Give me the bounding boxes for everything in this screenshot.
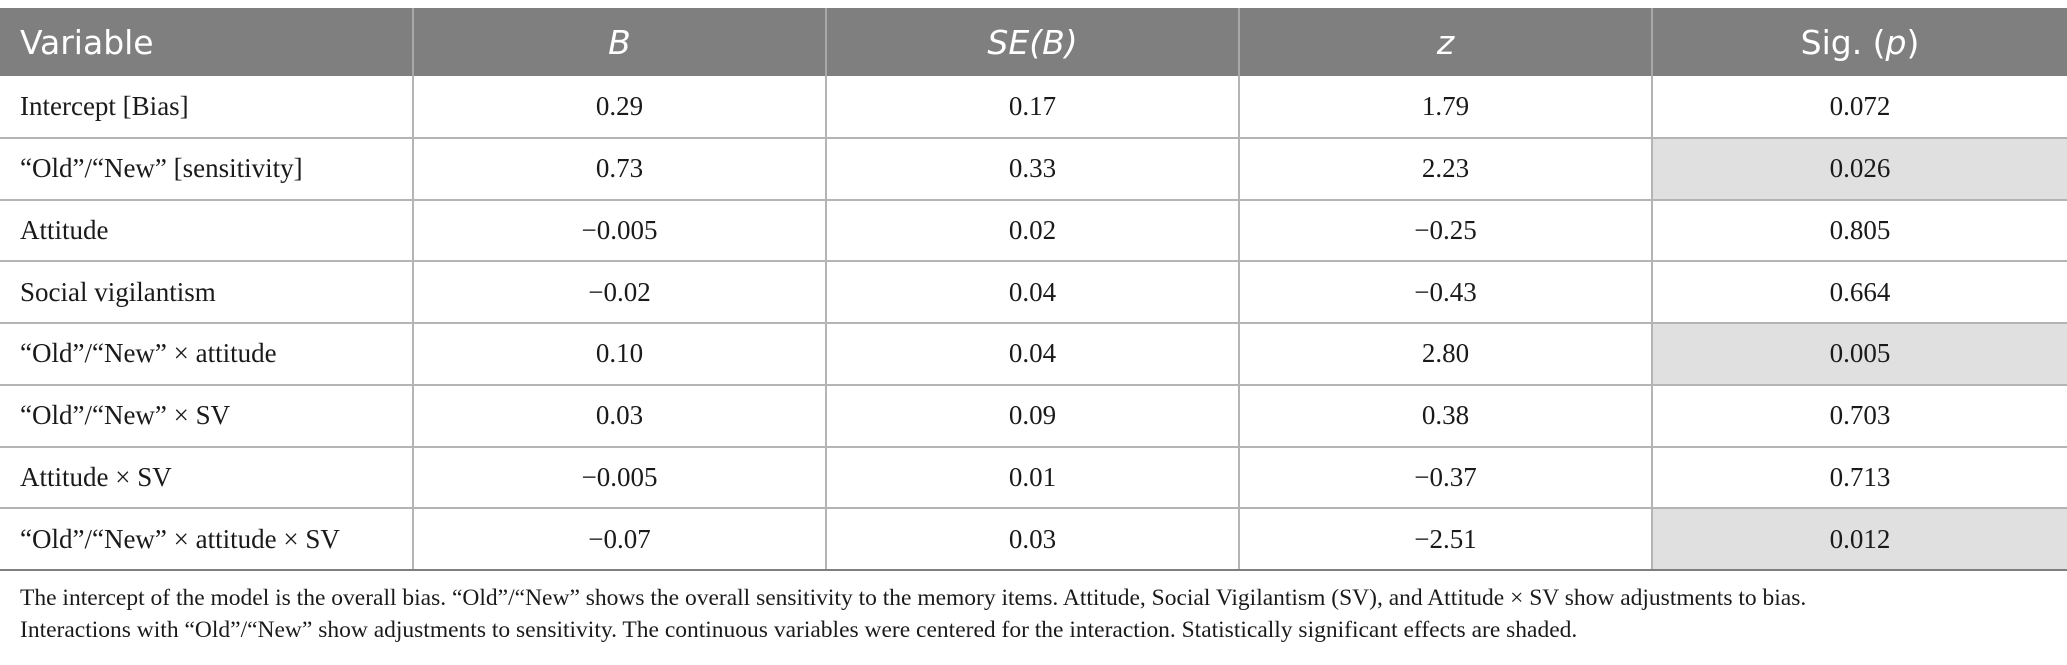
- header-b: [413, 8, 826, 76]
- header-variable: Variable: [0, 8, 413, 76]
- table-row: [0, 76, 2067, 138]
- header-row: [0, 8, 2067, 76]
- cell-b: 0.03: [413, 385, 826, 447]
- cell-variable: Attitude × SV: [0, 447, 413, 509]
- footnote-line-2: Interactions with “Old”/“New” show adjustments to sensitivity. The continuous variables were centered for the interaction. Statistically significant effects are shaded.: [20, 617, 1578, 643]
- cell-p: 0.703: [1652, 385, 2067, 447]
- cell-b: 0.10: [413, 323, 826, 385]
- table-row: [0, 508, 2067, 570]
- cell-b: 0.29: [413, 76, 826, 138]
- header-sig-p: p: [1885, 22, 1907, 62]
- cell-z: −0.25: [1239, 200, 1652, 262]
- header-z: [1239, 8, 1652, 76]
- header-sig-prefix: Sig. (: [1800, 22, 1886, 62]
- cell-se: 0.03: [826, 508, 1239, 570]
- cell-p: 0.664: [1652, 261, 2067, 323]
- cell-se: 0.04: [826, 261, 1239, 323]
- cell-z: −0.43: [1239, 261, 1652, 323]
- table-row: [0, 138, 2067, 200]
- table-body: [0, 76, 2067, 570]
- cell-se: 0.04: [826, 323, 1239, 385]
- cell-z: −2.51: [1239, 508, 1652, 570]
- cell-p: 0.026: [1652, 138, 2067, 200]
- cell-se: 0.17: [826, 76, 1239, 138]
- cell-z: 0.38: [1239, 385, 1652, 447]
- header-sig: [1652, 8, 2067, 76]
- cell-b: −0.02: [413, 261, 826, 323]
- header-b-label: B: [608, 22, 631, 62]
- cell-b: −0.005: [413, 447, 826, 509]
- cell-variable: “Old”/“New” × attitude × SV: [0, 508, 413, 570]
- cell-se: 0.09: [826, 385, 1239, 447]
- cell-variable: Attitude: [0, 200, 413, 262]
- table-row: [0, 200, 2067, 262]
- cell-variable: “Old”/“New” [sensitivity]: [0, 138, 413, 200]
- cell-variable: “Old”/“New” × SV: [0, 385, 413, 447]
- cell-b: −0.07: [413, 508, 826, 570]
- cell-p: 0.005: [1652, 323, 2067, 385]
- cell-b: −0.005: [413, 200, 826, 262]
- regression-table: [0, 8, 2067, 571]
- cell-variable: “Old”/“New” × attitude: [0, 323, 413, 385]
- cell-p: 0.713: [1652, 447, 2067, 509]
- header-z-label: z: [1436, 22, 1455, 62]
- table-footnote: [20, 582, 2050, 646]
- cell-p: 0.072: [1652, 76, 2067, 138]
- cell-p: 0.012: [1652, 508, 2067, 570]
- header-se-label: SE(B): [987, 22, 1078, 62]
- cell-se: 0.01: [826, 447, 1239, 509]
- cell-variable: Intercept [Bias]: [0, 76, 413, 138]
- header-se: [826, 8, 1239, 76]
- cell-se: 0.02: [826, 200, 1239, 262]
- table-row: [0, 447, 2067, 509]
- footnote-line-1: The intercept of the model is the overall bias. “Old”/“New” shows the overall sensitivity to the memory items. Attitude, Social Vigilantism (SV), and Attitude × SV show adjustments to bias.: [20, 585, 1807, 611]
- cell-variable: Social vigilantism: [0, 261, 413, 323]
- cell-z: 2.23: [1239, 138, 1652, 200]
- cell-se: 0.33: [826, 138, 1239, 200]
- cell-z: −0.37: [1239, 447, 1652, 509]
- results-table-container: [0, 8, 2067, 571]
- header-sig-suffix: ): [1906, 22, 1920, 62]
- cell-z: 1.79: [1239, 76, 1652, 138]
- table-row: [0, 261, 2067, 323]
- cell-z: 2.80: [1239, 323, 1652, 385]
- table-row: [0, 323, 2067, 385]
- cell-b: 0.73: [413, 138, 826, 200]
- cell-p: 0.805: [1652, 200, 2067, 262]
- table-row: [0, 385, 2067, 447]
